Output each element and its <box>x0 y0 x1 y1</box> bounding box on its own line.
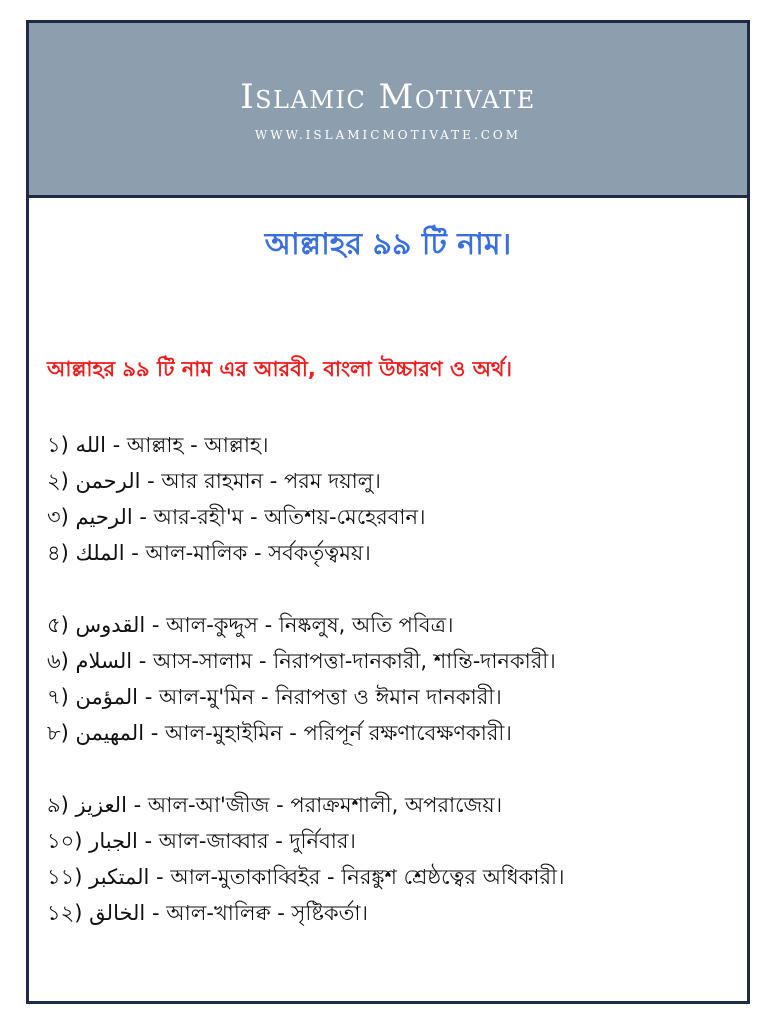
name-pronunciation: আল্লাহ <box>126 433 184 457</box>
name-meaning: নিরাপত্তা-দানকারী, শান্তি-দানকারী। <box>273 649 556 673</box>
names-group <box>47 607 741 751</box>
name-pronunciation: আল-মুহাইমিন <box>164 721 283 745</box>
name-number: ৫) <box>47 613 69 637</box>
names-group <box>47 787 741 931</box>
name-separator: - <box>140 469 162 493</box>
name-pronunciation: আল-জাব্বার <box>158 829 269 853</box>
name-arabic: الملك <box>75 541 125 565</box>
name-number: ৪) <box>47 541 69 565</box>
name-separator: - <box>270 901 292 925</box>
name-arabic: الرحمن <box>75 469 141 493</box>
name-row <box>47 535 741 571</box>
name-arabic: الله <box>75 433 106 457</box>
name-separator: - <box>282 721 304 745</box>
name-separator: - <box>145 613 167 637</box>
name-row <box>47 715 741 751</box>
name-separator: - <box>243 505 265 529</box>
name-row <box>47 859 741 895</box>
name-meaning: অতিশয়-মেহেরবান। <box>264 505 426 529</box>
name-arabic: الخالق <box>89 901 146 925</box>
brand-url: WWW.ISLAMICMOTIVATE.COM <box>254 128 522 142</box>
name-pronunciation: আল-মুতাকাব্বিইর <box>170 865 321 889</box>
name-meaning: পরিপূর্ন রক্ষণাবেক্ষণকারী। <box>303 721 512 745</box>
name-pronunciation: আর-রহী'ম <box>153 505 244 529</box>
name-separator: - <box>145 901 167 925</box>
name-number: ১১) <box>47 865 83 889</box>
name-pronunciation: আল-কুদ্দুস <box>166 613 258 637</box>
name-separator: - <box>138 685 159 709</box>
name-separator: - <box>257 613 279 637</box>
name-row <box>47 679 741 715</box>
name-arabic: السلام <box>75 649 133 673</box>
section-subtitle: আল্লাহর ৯৯ টি নাম এর আরবী, বাংলা উচ্চারণ ও অর্থ। <box>47 357 512 381</box>
name-number: ১) <box>47 433 69 457</box>
name-number: ৩) <box>47 505 69 529</box>
name-arabic: المهيمن <box>75 721 145 745</box>
name-arabic: المتكبر <box>89 865 150 889</box>
name-row <box>47 607 741 643</box>
names-group <box>47 427 741 571</box>
name-pronunciation: আল-মু'মিন <box>158 685 255 709</box>
name-pronunciation: আল-আ'জীজ <box>147 793 270 817</box>
name-separator: - <box>263 469 285 493</box>
name-meaning: নিরঙ্কুশ শ্রেষ্ঠত্বের অধিকারী। <box>341 865 565 889</box>
name-row <box>47 463 741 499</box>
name-separator: - <box>105 433 127 457</box>
name-meaning: নিরাপত্তা ও ঈমান দানকারী। <box>275 685 502 709</box>
name-meaning: সৃষ্টিকর্তা। <box>291 901 369 925</box>
name-meaning: নিষ্কলুষ, অতি পবিত্র। <box>278 613 454 637</box>
name-row <box>47 787 741 823</box>
name-number: ৭) <box>47 685 69 709</box>
name-meaning: পরম দয়ালু। <box>284 469 381 493</box>
name-row <box>47 895 741 931</box>
name-number: ১০) <box>47 829 83 853</box>
brand-title: Islamic Motivate <box>240 77 536 117</box>
name-separator: - <box>320 865 342 889</box>
name-arabic: العزيز <box>75 793 127 817</box>
name-row <box>47 643 741 679</box>
document-frame <box>26 20 750 1004</box>
name-row <box>47 427 741 463</box>
name-pronunciation: আর রাহমান <box>161 469 264 493</box>
name-arabic: المؤمن <box>75 685 139 709</box>
name-meaning: আল্লাহ। <box>204 433 269 457</box>
name-meaning: পরাক্রমশালী, অপরাজেয়। <box>290 793 503 817</box>
name-arabic: القدوس <box>75 613 146 637</box>
name-pronunciation: আল-খালিক্ব <box>166 901 271 925</box>
name-number: ৮) <box>47 721 69 745</box>
name-separator: - <box>137 829 159 853</box>
names-list <box>47 427 741 967</box>
name-separator: - <box>132 649 153 673</box>
name-number: ১২) <box>47 901 83 925</box>
name-pronunciation: আল-মালিক <box>145 541 248 565</box>
name-separator: - <box>149 865 171 889</box>
name-separator: - <box>268 829 290 853</box>
name-number: ৯) <box>47 793 69 817</box>
name-meaning: সর্বকর্তৃত্বময়। <box>268 541 371 565</box>
name-meaning: দুর্নিবার। <box>289 829 356 853</box>
name-number: ২) <box>47 469 69 493</box>
name-separator: - <box>252 649 274 673</box>
name-number: ৬) <box>47 649 69 673</box>
name-arabic: الرحيم <box>75 505 133 529</box>
page-title: আল্লাহর ৯৯ টি নাম। <box>264 227 512 262</box>
name-separator: - <box>124 541 146 565</box>
name-separator: - <box>144 721 165 745</box>
name-row <box>47 823 741 859</box>
name-arabic: الجبار <box>89 829 138 853</box>
name-pronunciation: আস-সালাম <box>152 649 253 673</box>
header-banner <box>29 23 747 198</box>
name-separator: - <box>254 685 276 709</box>
name-separator: - <box>132 505 154 529</box>
name-separator: - <box>247 541 269 565</box>
name-separator: - <box>269 793 291 817</box>
name-separator: - <box>126 793 148 817</box>
name-row <box>47 499 741 535</box>
name-separator: - <box>183 433 205 457</box>
